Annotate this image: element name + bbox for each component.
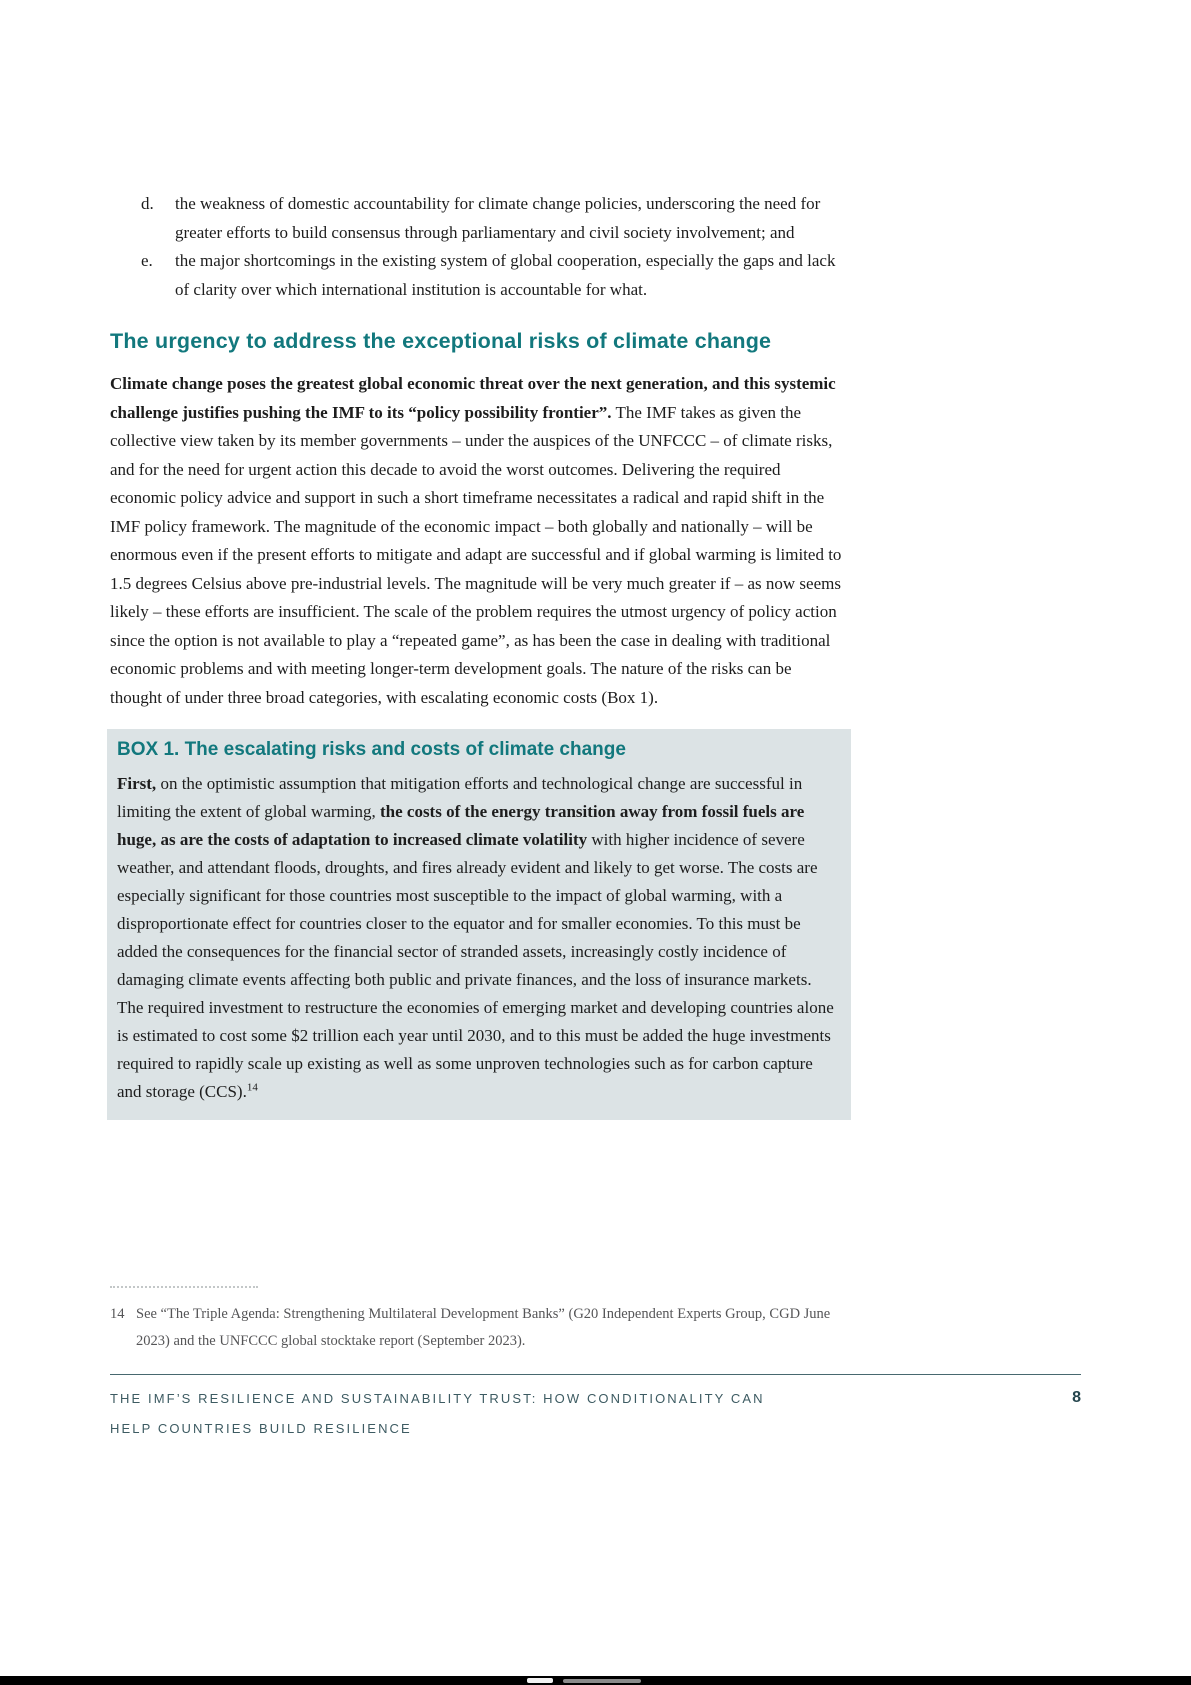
section-heading: The urgency to address the exceptional risks of climate change xyxy=(110,329,772,353)
footnote-text: See “The Triple Agenda: Strengthening Multilateral Development Banks” (G20 Independent Experts Group, CGD June 2023) and the UNFCCC global stocktake report (September 2023). xyxy=(136,1306,831,1349)
box-bold-emphasis: the costs of the energy transition away from fossil fuels are huge, as are the costs of adaptation to increased climate volatility xyxy=(117,802,805,849)
list-item-text: the weakness of domestic accountability for climate change policies, underscoring the need for greater efforts to build consensus through parliamentary and civil society involvement; and xyxy=(175,194,821,242)
footer-rule xyxy=(110,1374,1081,1375)
footer-title-line-2: HELP COUNTRIES BUILD RESILIENCE xyxy=(110,1421,412,1436)
list-item-text: the major shortcomings in the existing system of global cooperation, especially the gaps and lack of clarity over which international institution is accountable for what. xyxy=(175,251,836,299)
bottom-bar-glyph xyxy=(527,1678,553,1683)
footer-row xyxy=(110,1384,1081,1444)
box-lead-bold: First, xyxy=(117,774,157,793)
footnote-area xyxy=(110,1286,870,1355)
urgency-paragraph xyxy=(110,370,847,712)
box-1 xyxy=(107,729,851,1120)
list-item-e xyxy=(110,247,847,304)
page-content xyxy=(110,190,847,1120)
paragraph-body-text: The IMF takes as given the collective view taken by its member governments – under the auspices of the UNFCCC – of climate risks, and for the need for urgent action this decade to avoid the worst outcomes. Delivering the required economic policy advice and support in such a short timeframe necessitates a radical and rapid shift in the IMF policy framework. The magnitude of the economic impact – both globally and nationally – will be enormous even if the present efforts to mitigate and adapt are successful and if global warming is limited to 1.5 degrees Celsius above pre-industrial levels. The magnitude will be very much greater if – as now seems likely – these efforts are insufficient. The scale of the problem requires the utmost urgency of policy action since the option is not available to play a “repeated game”, as has been the case in dealing with traditional economic problems and with meeting longer-term development goals. The nature of the risks can be thought of under three broad categories, with escalating economic costs (Box 1). xyxy=(110,402,842,707)
bottom-bar-glyph xyxy=(563,1679,641,1683)
footnote-14 xyxy=(110,1301,870,1355)
box-heading: BOX 1. The escalating risks and costs of climate change xyxy=(117,739,626,760)
lettered-list xyxy=(110,190,847,304)
paragraph-bold-lead: Climate change poses the greatest global economic threat over the next generation, and this systemic challenge justifies pushing the IMF to its “policy possibility frontier”. xyxy=(110,374,836,422)
page-number: 8 xyxy=(1072,1389,1081,1406)
bottom-bar xyxy=(0,1676,1191,1685)
list-marker: d. xyxy=(141,194,154,213)
footnote-number: 14 xyxy=(110,1306,125,1322)
list-item-d xyxy=(110,190,847,247)
footer-title-line-1: THE IMF’S RESILIENCE AND SUSTAINABILITY TRUST: HOW CONDITIONALITY CAN xyxy=(110,1391,765,1406)
list-marker: e. xyxy=(141,251,153,270)
footer-running-title xyxy=(110,1384,765,1444)
page-footer xyxy=(110,1374,1081,1444)
box-text-2: with higher incidence of severe weather, and attendant floods, droughts, and fires already evident and likely to get worse. The costs are especially significant for those countries most susceptible to the impact of global warming, with a disproportionate effect for countries closer to the equator and for smaller economies. To this must be added the consequences for the financial sector of stranded assets, increasingly costly incidence of damaging climate events affecting both public and private finances, and the loss of insurance markets. The required investment to restructure the economies of emerging market and developing countries alone is estimated to cost some $2 trillion each year until 2030, and to this must be added the huge investments required to rapidly scale up existing as well as some unproven technologies such as for carbon capture and storage (CCS). xyxy=(117,830,834,1101)
box-body xyxy=(117,770,839,1106)
footnote-separator xyxy=(110,1286,258,1288)
box-text-1: on the optimistic assumption that mitigation efforts and technological change are successful in limiting the extent of global warming, xyxy=(117,774,803,821)
footnote-ref: 14 xyxy=(246,1081,258,1094)
